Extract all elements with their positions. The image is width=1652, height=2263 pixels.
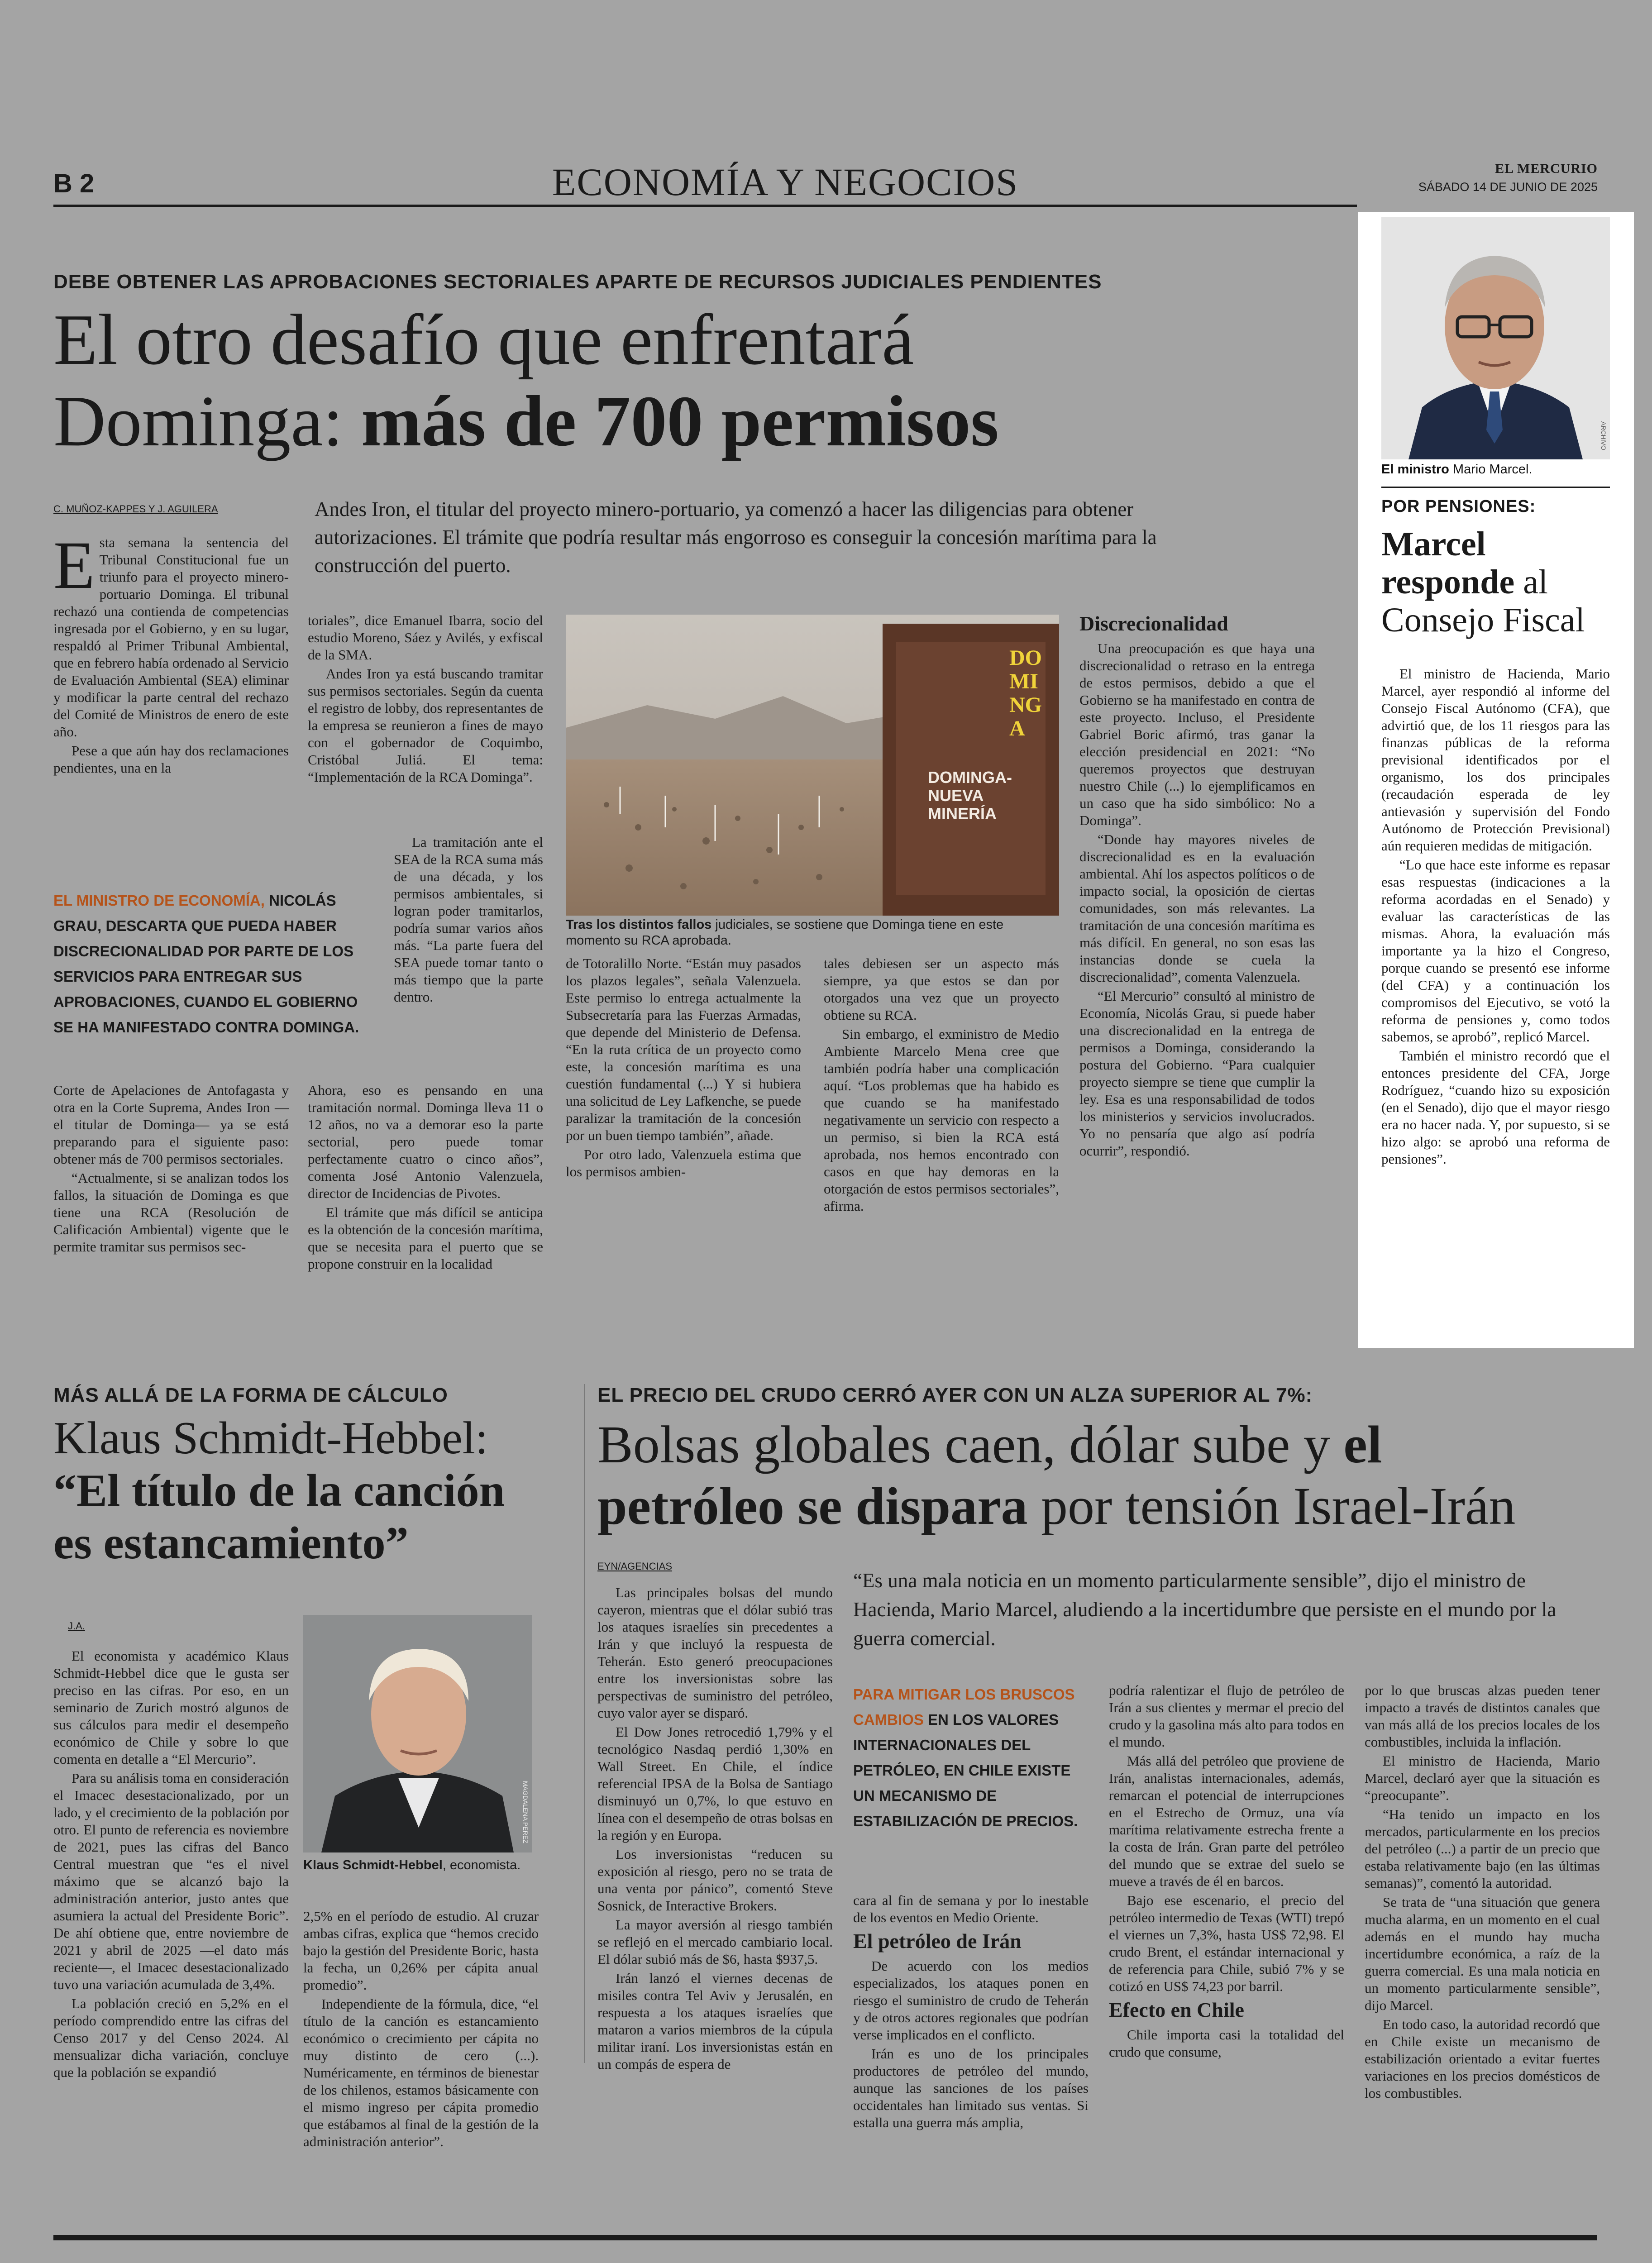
bolsas-c4-p1: por lo que bruscas alzas pueden tener impacto a través de distintos canales que van más allá de los precios locales de los combustibles, incluida la inflación. <box>1365 1682 1600 1750</box>
discrecionalidad-subhead: Discrecionalidad <box>1079 612 1228 635</box>
main-headline-plain: Dominga: <box>53 381 361 461</box>
main-col-2-lower <box>308 1082 543 1275</box>
klaus-photo-credit: MAGDALENA PEREZ <box>522 1781 529 1843</box>
main-headline-line1: El otro desafío que enfrentará <box>53 299 914 380</box>
bolsas-headline <box>597 1414 1638 1537</box>
sidebar-headline-rest1: al <box>1514 563 1548 601</box>
bolsas-c4-p5: En todo caso, la autoridad recordó que en Chile existe un mecanismo de estabilización orientado a evitar fuertes variaciones en los precios domésticos de los combustibles. <box>1365 2016 1600 2101</box>
bolsas-headline-line1 <box>597 1414 1638 1475</box>
bolsas-c1-p5: Irán lanzó el viernes decenas de misiles contra Tel Aviv y Jerusalén, en respuesta a los ataques israelíes que mataron a varios miembros de la cúpula militar iraní. Los inversionistas están en un compás de espera de <box>597 1970 833 2072</box>
bolsas-c4-p2: El ministro de Hacienda, Mario Marcel, declaró ayer que la situación es “preocupante”. <box>1365 1753 1600 1803</box>
bolsas-byline: EYN/AGENCIAS <box>597 1561 673 1572</box>
paper-name: EL MERCURIO <box>1495 161 1598 176</box>
dominga-photo-art <box>566 615 1059 916</box>
main-col-2-narrow <box>394 834 543 1007</box>
bolsas-c2-p3: Irán es uno de los principales productores de petróleo del mundo, aunque las sanciones de los países occidentales han limitado sus ventas. Si estalla una guerra más amplia, <box>853 2046 1089 2130</box>
sidebar-p1: El ministro de Hacienda, Mario Marcel, ayer respondió al informe del Consejo Fiscal Autónomo (CFA), que advirtió que, de los 11 riesgos para las finanzas públicas de la reforma previsional identificados por el organismo, los dos principales (recaudación esperada de ley antievasión y supervisión del Fondo Autónomo de Protección Previsional) aún requieren medidas de mitigación. <box>1381 666 1610 854</box>
bolsas-c1-p1: Las principales bolsas del mundo cayeron, mientras que el dólar subió tras los ataques israelíes sin precedentes a Irán y que incluyó la respuesta de Teherán. Esto generó preocupaciones entre los inversionistas sobre las perspectivas de suministro del petróleo, cuyo valor ayer se disparó. <box>597 1585 833 1721</box>
sidebar-headline-line1 <box>1381 525 1626 563</box>
main-col-3 <box>566 955 801 1182</box>
bolsas-c1-p3: Los inversionistas “reducen su exposición al riesgo, pero no se trata de una venta por pánico”, comentó Steve Sosnick, de Interactive Brokers. <box>597 1846 833 1914</box>
klaus-headline <box>53 1412 587 1570</box>
main-col2-p3: La tramitación ante el SEA de la RCA suma más de una década, y los permisos ambientales, si logran poder tramitarlos, podría sumar varios años más. “La parte fuera del SEA puede tomar tanto o más tiempo que la parte dentro. <box>394 834 543 1005</box>
sidebar-headline-line3: Consejo Fiscal <box>1381 601 1585 639</box>
bolsas-c1-p2: El Dow Jones retrocedió 1,79% y el tecnológico Nasdaq perdió 1,30% en Wall Street. En Chile, el índice referencial IPSA de la Bolsa de Santiago disminuyó un 0,7%, lo que estuvo en línea con el desempeño de otras bolsas en la región y en Europa. <box>597 1724 833 1843</box>
marcel-caption-bold: El ministro <box>1381 462 1449 477</box>
main-col1-p3: Corte de Apelaciones de Antofagasta y otra en la Corte Suprema, Andes Iron —el titular de Dominga— ya se está preparando para el siguiente paso: obtener más de 700 permisos sectoriales. <box>53 1082 289 1167</box>
main-col1-p4: “Actualmente, si se analizan todos los fallos, la situación de Dominga es que tiene una RCA (Resolución de Calificación Ambiental) vigente que le permite tramitar sus permisos sec- <box>53 1170 289 1255</box>
klaus-byline: J.A. <box>68 1620 85 1632</box>
page-number: B 2 <box>53 169 95 198</box>
sidebar-kicker: POR PENSIONES: <box>1381 497 1536 516</box>
klaus-p5: Independiente de la fórmula, dice, “el título de la canción es estancamiento económico o crecimiento per cápita no muy distinto de cero (...). Numéricamente, en términos de bienestar de los chilenos, estamos básicamente con el mismo ingreso per cápita promedio que estábamos al final de la gestión de la administración anterior”. <box>303 1996 539 2149</box>
klaus-p4: 2,5% en el período de estudio. Al cruzar ambas cifras, explica que “hemos crecido bajo la gestión del Presidente Boric, hasta la fecha, un 0,26% per cápita anual promedio”. <box>303 1908 539 1993</box>
main-pullquote-highlight: EL MINISTRO DE ECONOMÍA, <box>53 892 265 909</box>
bolsas-c3-p2: Más allá del petróleo que proviene de Irán, analistas internacionales, además, remarcan el potencial de interrupciones en el Estrecho de Ormuz, una vía marítima relativamente estrecha frente a la costa de Irán. Gran parte del petróleo del mundo que se extrae del suelo se mueve a través de él en barcos. <box>1109 1753 1344 1889</box>
bolsas-headline-bold1: el <box>1343 1415 1382 1474</box>
bolsas-col-1 <box>597 1584 833 2075</box>
klaus-photo <box>303 1615 532 1852</box>
sidebar-headline-bold2: responde <box>1381 563 1515 601</box>
dominga-photo <box>566 615 1059 916</box>
klaus-portrait <box>303 1615 532 1852</box>
sidebar-body <box>1381 665 1610 1170</box>
marcel-photo <box>1381 217 1610 459</box>
klaus-caption-rest: , economista. <box>442 1858 521 1872</box>
main-col-5 <box>1079 609 1315 1161</box>
bolsas-c3-p3: Bajo ese escenario, el precio del petróleo intermedio de Texas (WTI) trepó el viernes un 7,3%, hasta US$ 72,98. El crudo Brent, el estándar internacional y de referencia para Chile, subió 7% y se cotizó en US$ 74,23 por barril. <box>1109 1892 1344 1994</box>
main-kicker: DEBE OBTENER LAS APROBACIONES SECTORIALES APARTE DE RECURSOS JUDICIALES PENDIENTES <box>53 271 1102 293</box>
main-headline-line2 <box>53 380 1348 462</box>
marcel-photo-credit: ARCHIVO <box>1600 421 1607 450</box>
main-deck: Andes Iron, el titular del proyecto minero-portuario, ya comenzó a hacer las diligencias para obtener autorizaciones. El trámite que podría resultar más engorroso es conseguir la concesión marítima para la construcción del puerto. <box>315 498 1157 577</box>
issue-date: SÁBADO 14 DE JUNIO DE 2025 <box>1418 180 1598 194</box>
bolsas-pullquote <box>853 1682 1089 1834</box>
dominga-photo-caption <box>566 917 1059 949</box>
bolsas-c2-p2: De acuerdo con los medios especializados, los ataques ponen en riesgo el suministro de crudo de Teherán y de otros actores regionales que podrían verse implicados en el conflicto. <box>853 1958 1089 2043</box>
section-title: ECONOMÍA Y NEGOCIOS <box>552 160 1019 204</box>
main-col3-p1: de Totoralillo Norte. “Están muy pasados los plazos legales”, señala Valenzuela. Este permiso lo entrega actualmente la Subsecretaría para las Fuerzas Armadas, que depende del Ministerio de Defensa. “En la ruta crítica de un proyecto como este, la concesión marítima es una cuestión fundamental (...) Y si hubiera una solicitud de Ley Lafkenche, se puede paralizar la tramitación de la concesión por un buen tiempo también”, añade. <box>566 955 801 1143</box>
bolsas-col-2 <box>853 1892 1089 2133</box>
bolsas-c3-p1: podría ralentizar el flujo de petróleo de Irán a sus clientes y mermar el precio del crudo y la gasolina más alto para todos en el mundo. <box>1109 1682 1344 1750</box>
main-dropcap: E <box>53 528 95 603</box>
marcel-portrait <box>1381 217 1610 459</box>
marcel-caption-rest: Mario Marcel. <box>1449 462 1533 477</box>
efecto-subhead: Efecto en Chile <box>1109 1998 1244 2021</box>
bolsas-headline-bold2: petróleo se dispara <box>597 1476 1028 1536</box>
bolsas-c4-p3: “Ha tenido un impacto en los mercados, particularmente en los precios del petróleo (...) a partir de un precio que estaba relativamente bajo (en las últimas semanas)”, comentó la autoridad. <box>1365 1806 1600 1891</box>
main-col2-p4: Ahora, eso es pensando en una tramitación normal. Dominga lleva 11 o 12 años, no va a demorar eso la parte sectorial, pero puede tomar perfectamente cuatro o cinco años”, comenta José Antonio Valenzuela, director de Incidencias de Pivotes. <box>308 1082 543 1201</box>
main-col5-p2: “Donde hay mayores niveles de discrecionalidad es en la evaluación ambiental. Ahí los aspectos políticos o de impacto social, la oposición de ciertas comunidades, son más relevantes. La tramitación de una concesión marítima es más difícil. En general, no son esas las instancias donde se cuela la discrecionalidad”, comenta Valenzuela. <box>1079 831 1315 985</box>
main-col5-p1: Una preocupación es que haya una discrecionalidad o retraso en la entrega de estos permisos, debido a que el Gobierno se ha manifestado en contra de este proyecto. Incluso, el Presidente Gabriel Boric afirmó, tras ganar la elección presidencial en 2021: “No queremos proyectos que destruyan nuestro Chile (...) lo ejemplificamos en un caso que ha sido simbólico: No a Dominga”. <box>1079 640 1315 828</box>
sidebar-p2: “Lo que hace este informe es repasar esas respuestas (indicaciones a la reforma acordadas en el Senado) y evaluar las características de las mismas. Ahora, la evaluación más importante ya la hizo el Congreso, porque cuando se presentó ese informe (del CFA) y a continuación los compromisos del Ejecutivo, se votó la reforma de pensiones y, como todos sabemos, se aprobó”, replicó Marcel. <box>1381 857 1610 1045</box>
sign-logo-word: DOMINGA <box>1009 646 1042 740</box>
bolsas-c1-p4: La mayor aversión al riesgo también se reflejó en el mercado cambiario local. El dólar subió más de $6, hasta $937,5. <box>597 1917 833 1967</box>
main-headline <box>53 299 1348 462</box>
main-col4-p2: Sin embargo, el exministro de Medio Ambiente Marcelo Mena cree que también podría haber una complicación aquí. “Los problemas que ha habido es que cuando se ha manifestado negativamente un servicio con respecto a un permiso, si bien la RCA está aprobada, nos hemos encontrado con casos en que hay demoras en la otorgación de estos permisos sectoriales”, afirma. <box>824 1026 1059 1214</box>
sidebar-p3: También el ministro recordó que el entonces presidente del CFA, Jorge Rodríguez, “cuando hizo su exposición (en el Senado), dijo que el mayor riesgo era no hacer nada. Y, por supuesto, si se hizo algo: se aprobó una reforma de pensiones”. <box>1381 1048 1610 1167</box>
klaus-p3: La población creció en 5,2% en el período comprendido entre las cifras del Censo 2017 y del Censo 2024. Al mensualizar dicha variación, concluye que la población se expandió <box>53 1996 289 2080</box>
main-col2-p2: Andes Iron ya está buscando tramitar sus permisos sectoriales. Según da cuenta el registro de lobby, dos representantes de la empresa se reunieron a fines de mayo con el gobernador de Coquimbo, Cristóbal Juliá. El tema: “Implementación de la RCA Dominga”. <box>308 666 543 785</box>
dominga-photo-caption-bold: Tras los distintos fallos <box>566 917 712 932</box>
main-col5-p3: “El Mercurio” consultó al ministro de Economía, Nicolás Grau, si puede haber una discrecionalidad en la entrega de permisos a Dominga, considerando la postura del Gobierno. “Para cualquier proyecto siempre se tiene que cumplir la ley. Esa es una responsabilidad de todos los ministerios y servicios involucrados. Yo no pensaría que algo así podría ocurrir”, respondió. <box>1079 988 1315 1159</box>
bolsas-deck: “Es una mala noticia en un momento particularmente sensible”, dijo el ministro de Hacienda, Mario Marcel, aludiendo a la incertidumbre que persiste en el mundo por la guerra comercial. <box>853 1569 1557 1650</box>
bolsas-c4-p4: Se trata de “una situación que genera mucha alarma, en un momento en el cual además en el mundo hay mucha incertidumbre económica, a raíz de la guerra comercial. Es una mala noticia en un momento particularmente sensible”, dijo Marcel. <box>1365 1894 1600 2013</box>
sidebar-headline-bold1: Marcel <box>1381 525 1486 563</box>
petroleo-subhead: El petróleo de Irán <box>853 1929 1022 1953</box>
klaus-headline-line1: Klaus Schmidt-Hebbel: <box>53 1413 488 1464</box>
main-col1-p1: sta semana la sentencia del Tribunal Constitucional fue un triunfo para el proyecto minero-portuario Dominga. El tribunal rechazó una contienda de competencias ingresada por el Gobierno, y en su lugar, respaldó al Primer Tribunal Ambiental, que en febrero había ordenado al Servicio de Evaluación Ambiental (SEA) eliminar y modificar la parte central del rechazo del Comité de Ministros de enero de este año. <box>53 535 289 740</box>
main-col2-p5: El trámite que más difícil se anticipa es la obtención de la concesión marítima, que se necesita para el puerto que se propone construir en la localidad <box>308 1204 543 1272</box>
header-rule <box>53 205 1357 207</box>
main-pullquote-rest: NICOLÁS GRAU, DESCARTA QUE PUEDA HABER DISCRECIONALIDAD POR PARTE DE LOS SERVICIOS PARA ENTREGAR SUS APROBACIONES, CUANDO EL GOBIERNO SE HA MANIFESTADO CONTRA DOMINGA. <box>53 892 359 1036</box>
sidebar-headline <box>1381 525 1626 639</box>
klaus-divider <box>584 1384 585 2063</box>
bolsas-c2-p1: cara al fin de semana y por lo inestable de los eventos en Medio Oriente. <box>853 1892 1089 1925</box>
klaus-photo-caption <box>303 1857 532 1873</box>
sidebar-headline-line2 <box>1381 563 1626 601</box>
bolsas-pullquote-highlight: PARA MITIGAR LOS BRUSCOS CAMBIOS <box>853 1686 1075 1728</box>
klaus-caption-bold: Klaus Schmidt-Hebbel <box>303 1858 443 1872</box>
sign-title: DOMINGA- NUEVA MINERÍA <box>928 768 1012 823</box>
main-col3-p2: Por otro lado, Valenzuela estima que los permisos ambien- <box>566 1146 801 1179</box>
klaus-col-1 <box>53 1647 289 2083</box>
klaus-p2: Para su análisis toma en consideración el Imacec desestacionalizado, por un lado, y el crecimiento de la población por otro. El punto de referencia es noviembre de 2021, pues las cifras del Banco Central muestran que “es el nivel máximo que se alcanzó bajo la administración anterior, justo antes que asumiera la actual del Presidente Boric”. De ahí obtiene que, entre noviembre de 2021 y abril de 2025 —el dato más reciente—, el Imacec desestacionalizado tuvo una variación acumulada de 3,4%. <box>53 1770 289 1992</box>
main-pullquote <box>53 888 372 1040</box>
main-byline: C. MUÑOZ-KAPPES Y J. AGUILERA <box>53 503 218 515</box>
main-col-1 <box>53 528 289 778</box>
bolsas-headline-plain2: por tensión Israel-Irán <box>1027 1476 1516 1536</box>
main-col2-p1: toriales”, dice Emanuel Ibarra, socio del estudio Moreno, Sáez y Avilés, y exfiscal de la SMA. <box>308 612 543 663</box>
klaus-p1: El economista y académico Klaus Schmidt-Hebbel dice que le gusta ser preciso en las cifras. Por eso, en un seminario de Zurich mostró algunos de sus cálculos para medir el desempeño económico de Chile y sobre lo que comenta en detalle a “El Mercurio”. <box>53 1648 289 1767</box>
main-col1-p2: Pese a que aún hay dos reclamaciones pendientes, una en la <box>53 743 289 776</box>
bolsas-kicker: EL PRECIO DEL CRUDO CERRÓ AYER CON UN ALZA SUPERIOR AL 7%: <box>597 1384 1313 1406</box>
bolsas-pullquote-rest: EN LOS VALORES INTERNACIONALES DEL PETRÓLEO, EN CHILE EXISTE UN MECANISMO DE ESTABILIZACIÓN DE PRECIOS. <box>853 1711 1078 1829</box>
klaus-headline-line3: es estancamiento” <box>53 1518 409 1569</box>
column-top-rule <box>53 2235 1597 2240</box>
bolsas-col-4 <box>1365 1682 1600 2104</box>
bolsas-c3-p4: Chile importa casi la totalidad del crudo que consume, <box>1109 2027 1344 2060</box>
main-col-4 <box>824 955 1059 1217</box>
sidebar-rule <box>1381 487 1610 488</box>
marcel-photo-caption <box>1381 462 1610 477</box>
bolsas-headline-plain1: Bolsas globales caen, dólar sube y <box>597 1415 1344 1474</box>
main-col4-p1: tales debiesen ser un aspecto más siempre, ya que estos se dan por otorgados una vez que un proyecto obtiene su RCA. <box>824 955 1059 1023</box>
main-col-2 <box>308 612 543 788</box>
klaus-col-2 <box>303 1908 539 2152</box>
bolsas-col-3 <box>1109 1682 1344 2062</box>
bolsas-headline-line2 <box>597 1475 1638 1537</box>
klaus-kicker: MÁS ALLÁ DE LA FORMA DE CÁLCULO <box>53 1384 448 1406</box>
main-col-1-continued <box>53 1082 289 1257</box>
klaus-headline-line2: “El título de la canción <box>53 1465 505 1516</box>
main-headline-bold: más de 700 permisos <box>361 381 999 461</box>
dominga-photo-caption-rest: judiciales, se sostiene que Dominga tiene en este momento su RCA aprobada. <box>566 917 1004 948</box>
